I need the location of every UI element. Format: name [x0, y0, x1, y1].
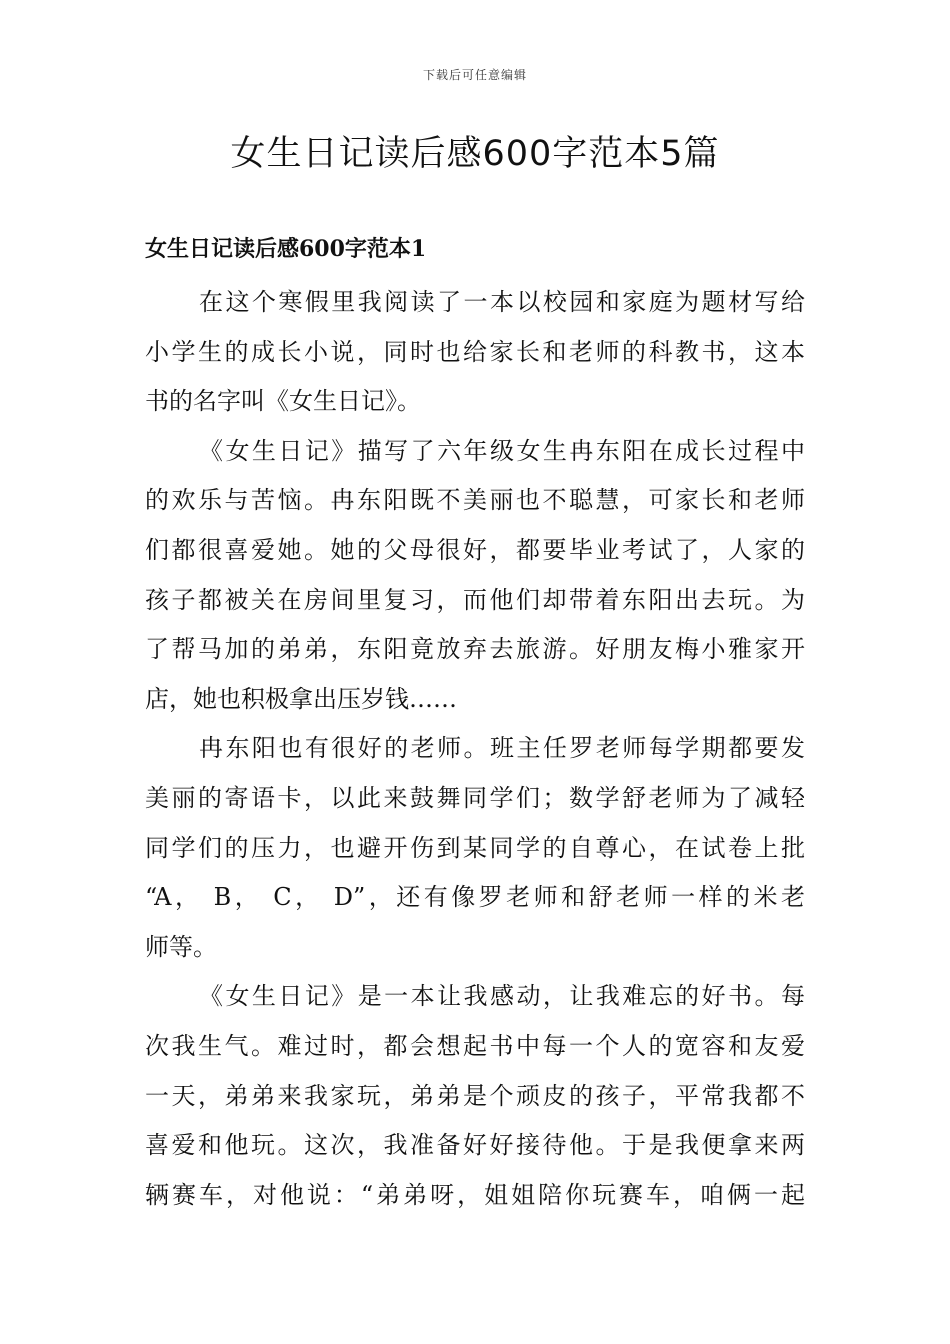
- text-line: 们都很喜爱她。她的父母很好，都要毕业考试了，人家的: [145, 535, 805, 564]
- document-title: 女生日记读后感600字范本5篇: [230, 134, 720, 174]
- text-line: 《女生日记》是一本让我感动，让我难忘的好书。每: [199, 982, 805, 1011]
- document-body: [145, 278, 805, 1220]
- text-line: 孩子都被关在房间里复习，而他们却带着东阳出去玩。为: [145, 585, 805, 614]
- text-line: 辆赛车，对他说：“弟弟呀，姐姐陪你玩赛车，咱俩一起: [145, 1180, 805, 1209]
- text-line: 书的名字叫《女生日记》。: [145, 387, 421, 416]
- text-line: 了帮马加的弟弟，东阳竟放弃去旅游。好朋友梅小雅家开: [145, 635, 805, 664]
- text-line: 的欢乐与苦恼。冉东阳既不美丽也不聪慧，可家长和老师: [145, 486, 805, 515]
- text-line: 《女生日记》描写了六年级女生冉东阳在成长过程中: [199, 436, 805, 465]
- text-line: 师等。: [145, 932, 217, 961]
- paragraph-3: [145, 724, 805, 972]
- text-line: 小学生的成长小说，同时也给家长和老师的科教书，这本: [145, 337, 805, 366]
- text-line: 冉东阳也有很好的老师。班主任罗老师每学期都要发: [199, 734, 805, 763]
- section-heading: 女生日记读后感600字范本1: [145, 236, 427, 262]
- text-line: 次我生气。难过时，都会想起书中每一个人的宽容和友爱: [145, 1031, 805, 1060]
- text-line: 喜爱和他玩。这次，我准备好好接待他。于是我便拿来两: [145, 1131, 805, 1160]
- text-line: 在这个寒假里我阅读了一本以校园和家庭为题材写给: [199, 288, 805, 316]
- text-line: “A， B， C， D”，还有像罗老师和舒老师一样的米老: [145, 883, 805, 912]
- text-line: 美丽的寄语卡，以此来鼓舞同学们；数学舒老师为了减轻: [145, 783, 805, 812]
- paragraph-2: [145, 427, 805, 725]
- text-line: 一天，弟弟来我家玩，弟弟是个顽皮的孩子，平常我都不: [145, 1081, 805, 1110]
- paragraph-1: [145, 278, 805, 427]
- text-line: 同学们的压力，也避开伤到某同学的自尊心，在试卷上批: [145, 833, 805, 862]
- text-line: 店，她也积极拿出压岁钱……: [145, 684, 457, 713]
- paragraph-4: [145, 972, 805, 1220]
- header-note: 下载后可任意编辑: [422, 68, 527, 82]
